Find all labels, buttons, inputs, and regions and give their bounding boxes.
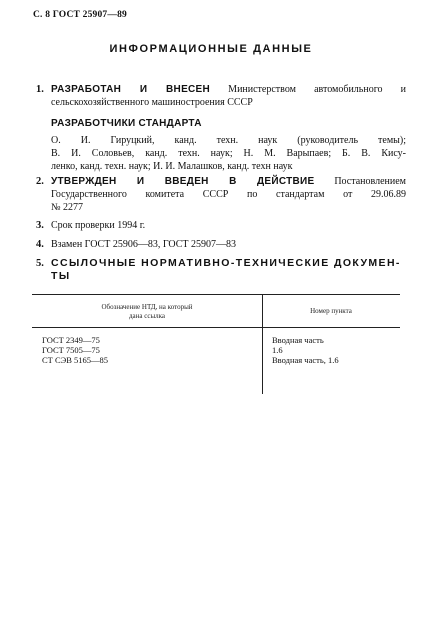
item-review-period [36,219,406,232]
table-header-line: Обозначение НТД, на который [101,303,193,311]
developers-heading: РАЗРАБОТЧИКИ СТАНДАРТА [51,118,202,129]
table-cell-doc: ГОСТ 7505—75 [42,345,100,355]
table-header-line: дана ссылка [128,312,166,320]
table-cell-clause: Вводная часть, 1.6 [272,355,339,365]
references-table [32,294,400,394]
page-header: С. 8 ГОСТ 25907—89 [33,10,127,20]
table-header-document [32,303,262,321]
table-cell-clause: 1.6 [272,345,283,355]
table-cell-doc: ГОСТ 2349—75 [42,335,100,345]
developers-line: О. И. Гируцкий, канд. техн. наук (руководитель темы); [51,135,406,146]
item-text: Министерством автомобильного и [228,84,406,95]
developers-line: ленко, канд. техн. наук; И. И. Малашков, канд. техн наук [51,161,293,172]
item-line [51,175,406,188]
item-number: 5. [36,258,44,269]
table-top-rule [32,294,400,295]
item-number: 3. [36,220,44,231]
item-text: Взамен ГОСТ 25906—83, ГОСТ 25907—83 [51,239,236,250]
item-approved [36,175,406,214]
developers-block [51,117,406,173]
page-title: ИНФОРМАЦИОННЫЕ ДАННЫЕ [109,43,313,55]
item-line: сельскохозяйственного машиностроения СССР [51,97,253,108]
item-text: Срок проверки 1994 г. [51,220,146,231]
item-replaces [36,238,406,251]
table-cell-clause: Вводная часть [272,335,324,345]
item-references [36,257,406,283]
item-number: 2. [36,176,44,187]
item-line: № 2277 [51,202,84,213]
item-developed [36,83,406,109]
table-cell-doc: СТ СЭВ 5165—85 [42,355,109,365]
table-header-rule [32,327,400,328]
item-caps-heading: РАЗРАБОТАН И ВНЕСЕН [51,84,211,95]
developers-line: В. И. Соловьев, канд. техн. наук; Н. М. Варыпаев; Б. В. Кису- [51,148,406,159]
item-caps-heading: ТЫ [51,270,71,282]
table-header-clause: Номер пункта [310,307,352,315]
item-caps-heading: УТВЕРЖДЕН И ВВЕДЕН В ДЕЙСТВИЕ [51,176,315,187]
item-number: 1. [36,84,44,95]
item-caps-heading: ССЫЛОЧНЫЕ НОРМАТИВНО-ТЕХНИЧЕСКИЕ ДОКУМЕН- [51,257,401,269]
item-text: Постановлением [334,176,407,187]
item-line: Государственного комитета СССР по стандартам от 29.06.89 [51,189,406,200]
item-number: 4. [36,239,44,250]
item-line [51,83,406,96]
